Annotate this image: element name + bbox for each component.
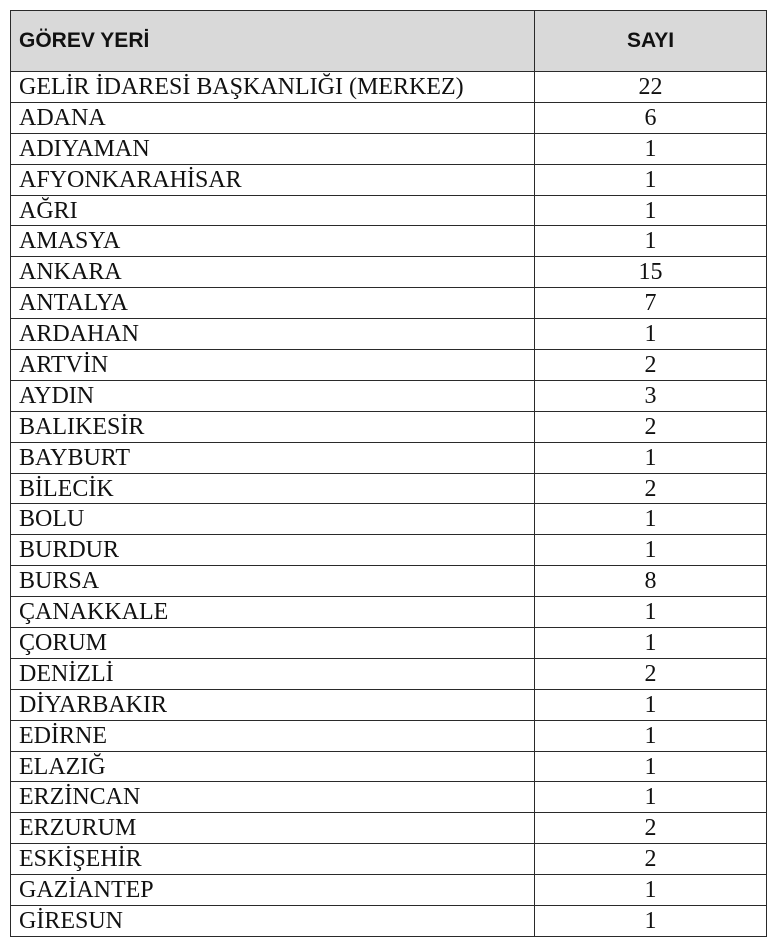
location-cell: ÇORUM	[11, 628, 535, 659]
table-row	[11, 782, 767, 813]
count-cell: 8	[535, 566, 767, 597]
staff-allocation-table-container	[10, 10, 766, 937]
count-cell: 2	[535, 813, 767, 844]
table-row	[11, 720, 767, 751]
count-cell: 1	[535, 504, 767, 535]
location-cell: ADANA	[11, 102, 535, 133]
location-cell: DİYARBAKIR	[11, 689, 535, 720]
table-row	[11, 411, 767, 442]
table-row	[11, 72, 767, 103]
table-row	[11, 442, 767, 473]
table-row	[11, 350, 767, 381]
location-cell: AĞRI	[11, 195, 535, 226]
location-cell: AFYONKARAHİSAR	[11, 164, 535, 195]
table-row	[11, 226, 767, 257]
table-row	[11, 380, 767, 411]
table-row	[11, 504, 767, 535]
location-cell: ARTVİN	[11, 350, 535, 381]
table-row	[11, 658, 767, 689]
table-body	[11, 72, 767, 937]
location-cell: AYDIN	[11, 380, 535, 411]
location-cell: EDİRNE	[11, 720, 535, 751]
count-cell: 2	[535, 473, 767, 504]
table-row	[11, 257, 767, 288]
table-row	[11, 844, 767, 875]
table-row	[11, 566, 767, 597]
location-cell: ANTALYA	[11, 288, 535, 319]
location-cell: ANKARA	[11, 257, 535, 288]
count-cell: 1	[535, 720, 767, 751]
count-cell: 1	[535, 689, 767, 720]
header-row	[11, 11, 767, 72]
location-cell: BOLU	[11, 504, 535, 535]
location-cell: BURDUR	[11, 535, 535, 566]
count-cell: 3	[535, 380, 767, 411]
count-cell: 1	[535, 164, 767, 195]
location-cell: GİRESUN	[11, 906, 535, 937]
count-cell: 7	[535, 288, 767, 319]
count-cell: 1	[535, 133, 767, 164]
table-row	[11, 319, 767, 350]
location-cell: BURSA	[11, 566, 535, 597]
table-row	[11, 133, 767, 164]
table-row	[11, 288, 767, 319]
location-cell: GAZİANTEP	[11, 875, 535, 906]
count-cell: 1	[535, 535, 767, 566]
location-cell: ELAZIĞ	[11, 751, 535, 782]
table-header	[11, 11, 767, 72]
staff-allocation-table	[10, 10, 767, 937]
location-cell: ARDAHAN	[11, 319, 535, 350]
count-cell: 1	[535, 597, 767, 628]
count-cell: 1	[535, 875, 767, 906]
location-cell: DENİZLİ	[11, 658, 535, 689]
table-row	[11, 813, 767, 844]
count-cell: 2	[535, 350, 767, 381]
table-row	[11, 535, 767, 566]
count-cell: 2	[535, 844, 767, 875]
location-cell: BALIKESİR	[11, 411, 535, 442]
table-row	[11, 875, 767, 906]
location-cell: ESKİŞEHİR	[11, 844, 535, 875]
table-row	[11, 597, 767, 628]
table-row	[11, 751, 767, 782]
table-row	[11, 195, 767, 226]
table-row	[11, 906, 767, 937]
count-cell: 1	[535, 442, 767, 473]
count-cell: 1	[535, 751, 767, 782]
table-row	[11, 473, 767, 504]
count-cell: 22	[535, 72, 767, 103]
count-cell: 1	[535, 319, 767, 350]
header-count: SAYI	[535, 11, 767, 72]
count-cell: 2	[535, 658, 767, 689]
count-cell: 6	[535, 102, 767, 133]
table-row	[11, 689, 767, 720]
location-cell: GELİR İDARESİ BAŞKANLIĞI (MERKEZ)	[11, 72, 535, 103]
count-cell: 1	[535, 195, 767, 226]
location-cell: ADIYAMAN	[11, 133, 535, 164]
location-cell: ERZİNCAN	[11, 782, 535, 813]
count-cell: 1	[535, 226, 767, 257]
location-cell: ÇANAKKALE	[11, 597, 535, 628]
table-row	[11, 102, 767, 133]
location-cell: BAYBURT	[11, 442, 535, 473]
location-cell: BİLECİK	[11, 473, 535, 504]
count-cell: 15	[535, 257, 767, 288]
table-row	[11, 164, 767, 195]
table-row	[11, 628, 767, 659]
header-location: GÖREV YERİ	[11, 11, 535, 72]
location-cell: AMASYA	[11, 226, 535, 257]
count-cell: 1	[535, 906, 767, 937]
count-cell: 1	[535, 782, 767, 813]
count-cell: 1	[535, 628, 767, 659]
count-cell: 2	[535, 411, 767, 442]
location-cell: ERZURUM	[11, 813, 535, 844]
